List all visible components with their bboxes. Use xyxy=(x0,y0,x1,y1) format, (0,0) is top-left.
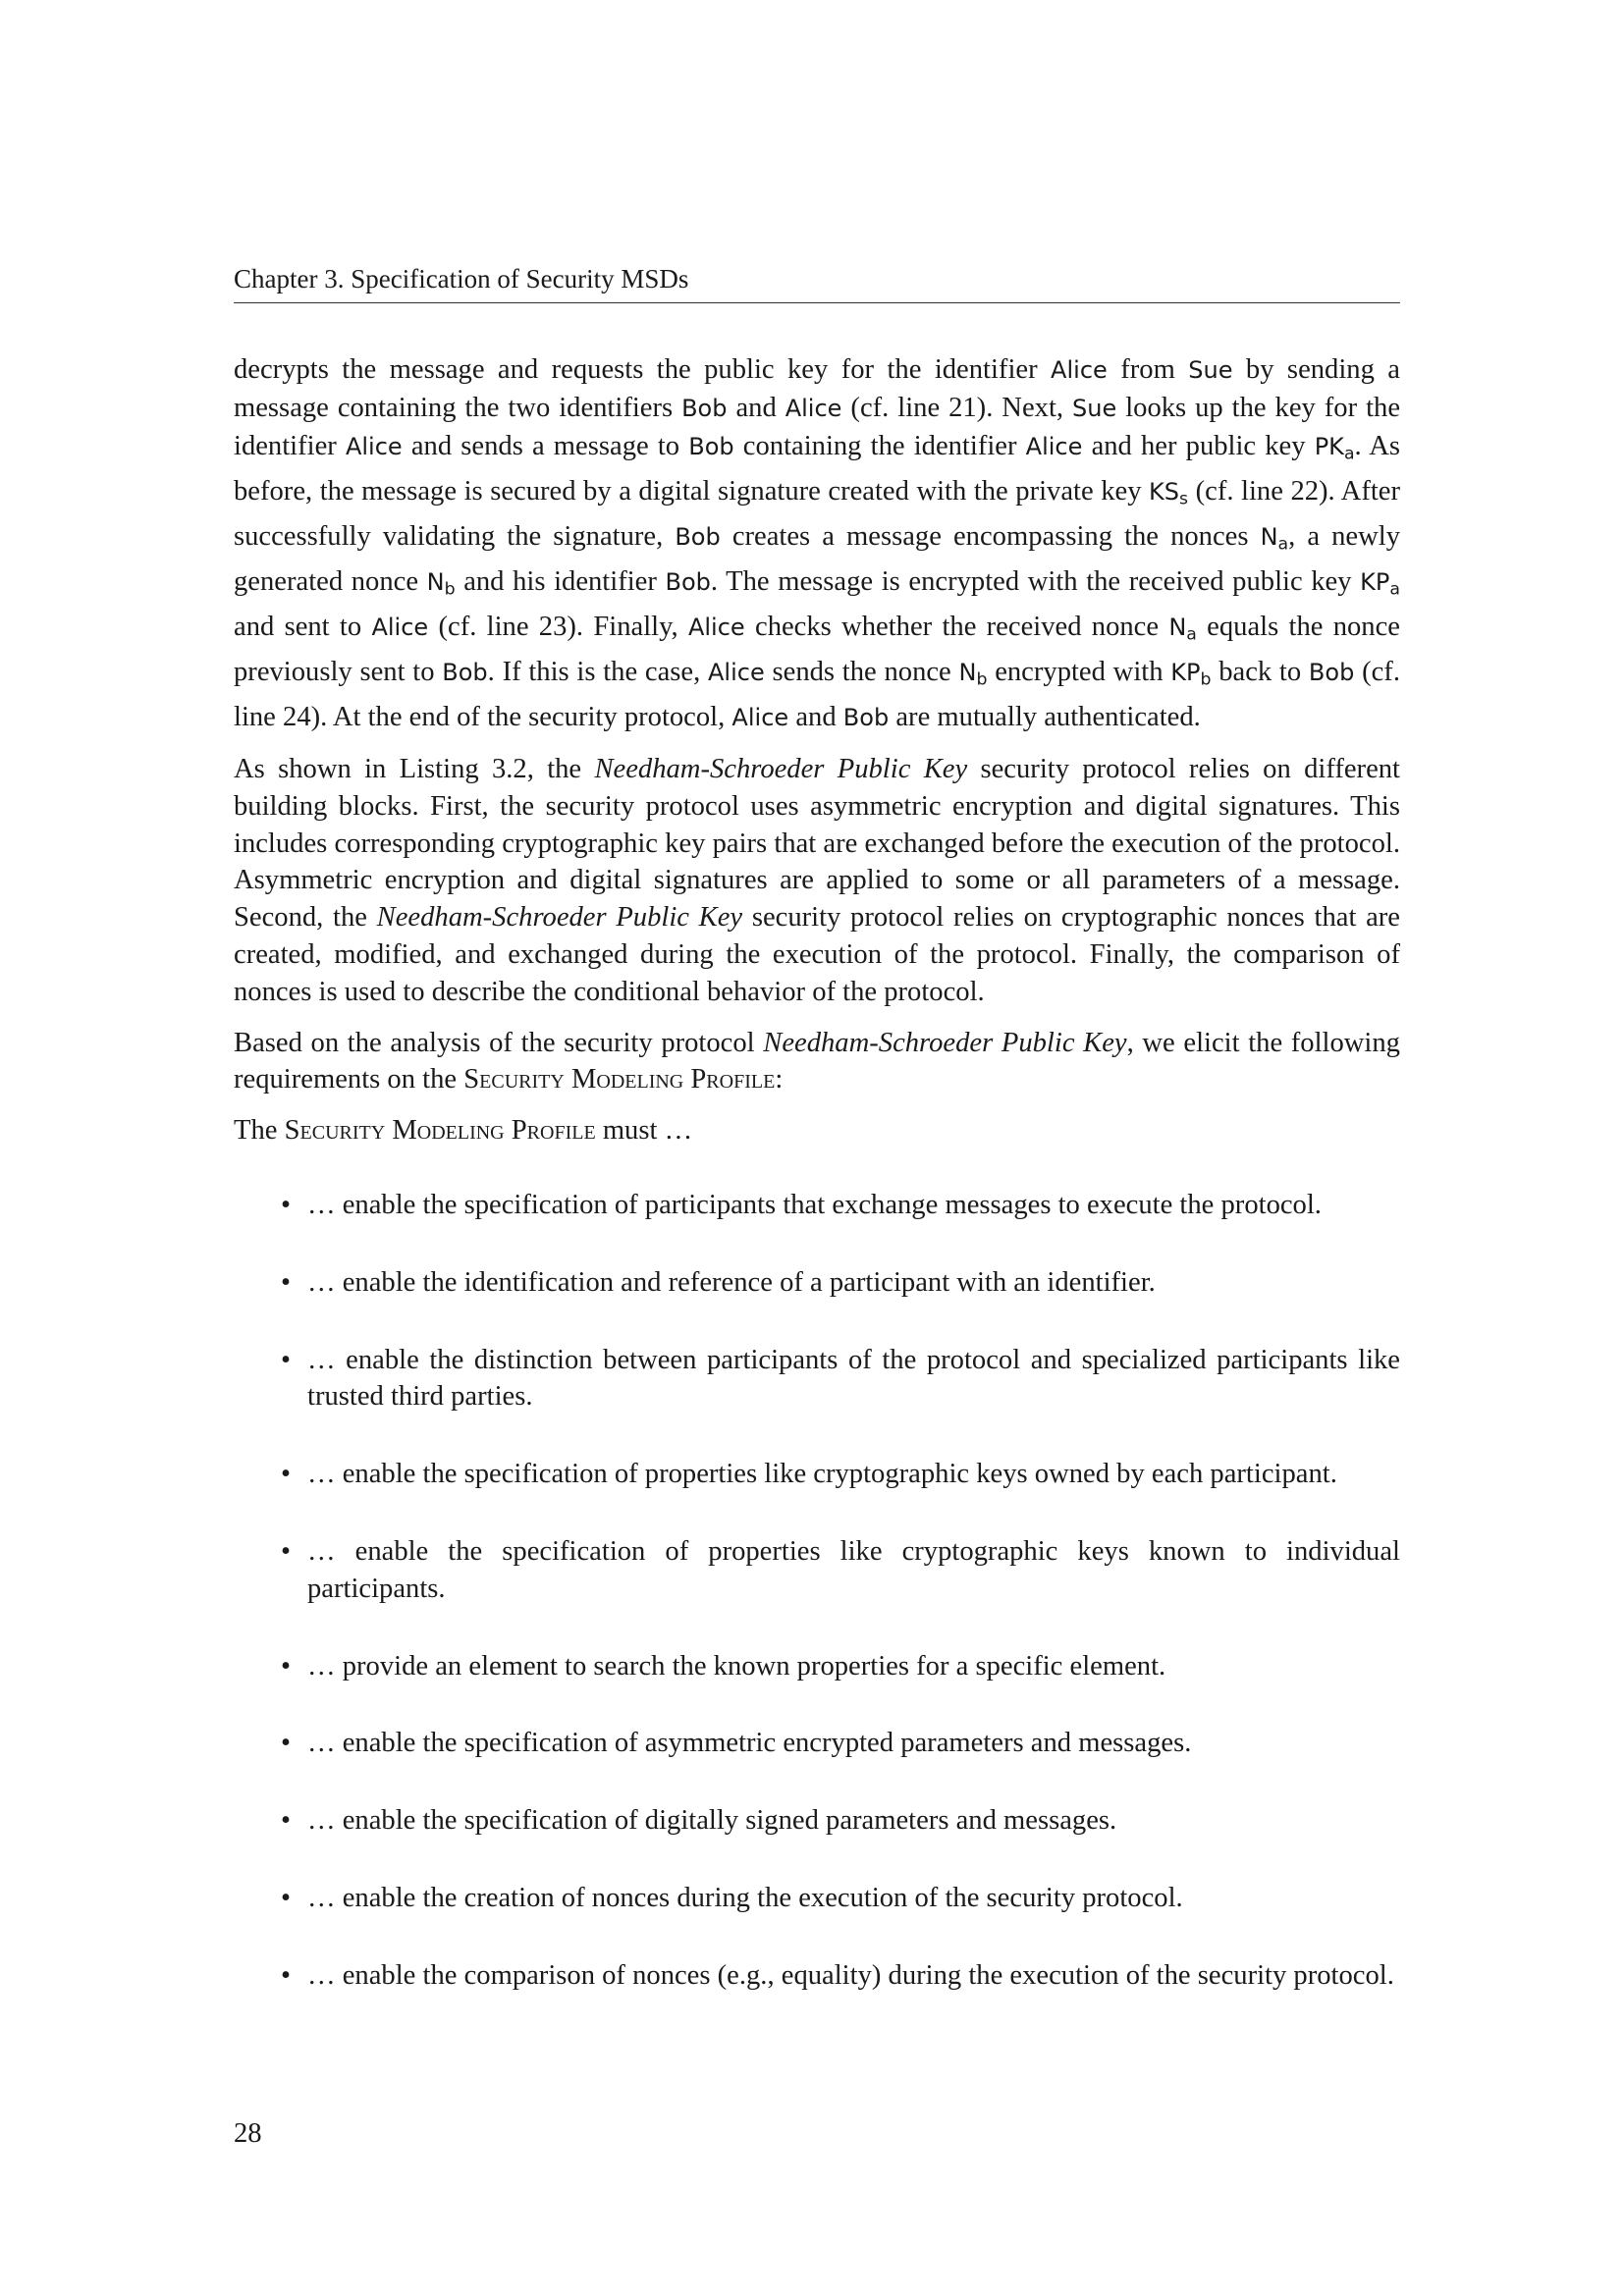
identifier-bob: Bob xyxy=(1308,659,1355,687)
bullet-icon: • xyxy=(281,1882,292,1913)
bullet-icon: • xyxy=(281,1266,292,1298)
identifier-alice: Alice xyxy=(1051,356,1108,384)
paragraph-analysis: Based on the analysis of the security protocol Needham-Schroeder Public Key, we elicit the following requirements on the Security Modeling Profile: xyxy=(234,1027,1400,1095)
identifier-sue: Sue xyxy=(1072,394,1117,422)
profile-name: Security Modeling Profile xyxy=(463,1064,776,1095)
identifier-alice: Alice xyxy=(1025,432,1083,460)
list-item: • … provide an element to search the known properties for a specific element. xyxy=(234,1648,1400,1685)
bullet-icon: • xyxy=(281,1459,292,1490)
bullet-icon: • xyxy=(281,1959,292,1991)
identifier-alice: Alice xyxy=(708,659,765,687)
list-item: • … enable the identification and reference of a participant with an identifier. xyxy=(234,1264,1400,1302)
identifier-bob: Bob xyxy=(665,567,711,596)
key-ks-s: $KS_s$ xyxy=(1149,477,1189,509)
identifier-sue: Sue xyxy=(1188,356,1233,384)
paragraph-requirements-lead-in: The Security Modeling Profile must … xyxy=(234,1115,693,1147)
paragraph-protocol-description: decrypts the message and requests the public key for the identifier Alice from Sue by sending a message containing the two identifiers Bob and Alice (cf. line 21). Next, Sue looks up the key for the identifier Alice and sends a message to Bob containing the identifier Alice and her public key $PK_a$. As before, the message is secured by a digital signature created with the private key $KS_s$ (cf. line 22). After successfully validating the signature, Bob creates a message encompassing the nonces $N_a$, a newly generated nonce $N_b$ and his identifier Bob. The message is encrypted with the received public key $KP_a$ and sent to Alice (cf. line 23). Finally, Alice checks whether the received nonce $N_a$ equals the nonce previously sent to Bob. If this is the case, Alice sends the nonce $N_b$ encrypted with $KP_b$ back to Bob (cf. line 24). At the end of the security protocol, Alice and Bob are mutually authenticated. xyxy=(234,354,1401,733)
identifier-alice: Alice xyxy=(345,432,403,460)
bullet-icon: • xyxy=(281,1805,292,1837)
protocol-name: Needham-Schroeder Public Key xyxy=(376,902,743,934)
paragraph-building-blocks: As shown in Listing 3.2, the Needham-Schroeder Public Key security protocol relies on different building blocks. First, the security protocol uses asymmetric encryption and digital signatures. This includes corresponding cryptographic key pairs that are exchanged before the execution of the protocol. Asymmetric encryption and digital signatures are applied to some or all parameters of a message. Second, the Needham-Schroeder Public Key security protocol relies on cryptographic nonces that are created, modified, and exchanged during the execution of the protocol. Finally, the comparison of nonces is used to describe the conditional behavior of the protocol. xyxy=(234,754,1400,1007)
bullet-icon: • xyxy=(281,1190,292,1221)
identifier-bob: Bob xyxy=(842,704,890,732)
bullet-icon: • xyxy=(281,1728,292,1759)
list-item: • … enable the specification of participants that exchange messages to execute the protocol. xyxy=(234,1187,1400,1224)
identifier-alice: Alice xyxy=(785,394,842,422)
bullet-icon: • xyxy=(281,1650,292,1682)
key-kp-a: $KP_a$ xyxy=(1360,567,1400,600)
nonce-n-b: $N_b$ xyxy=(426,567,456,600)
profile-name: Security Modeling Profile xyxy=(284,1115,596,1147)
list-item: • … enable the specification of properties like cryptographic keys owned by each participant. xyxy=(234,1456,1400,1493)
body-text xyxy=(234,351,1400,2035)
identifier-alice: Alice xyxy=(371,614,429,642)
list-item: • … enable the specification of properties like cryptographic keys known to individual participants. xyxy=(234,1533,1400,1608)
bullet-icon: • xyxy=(281,1536,292,1567)
list-item: • … enable the specification of digitally signed parameters and messages. xyxy=(234,1802,1400,1840)
identifier-alice: Alice xyxy=(731,704,789,732)
running-header: Chapter 3. Specification of Security MSDs xyxy=(234,263,1400,303)
identifier-alice: Alice xyxy=(687,614,745,642)
nonce-n-a: $N_a$ xyxy=(1168,614,1197,645)
nonce-n-a: $N_a$ xyxy=(1260,522,1289,555)
protocol-name: Needham-Schroeder Public Key xyxy=(763,1027,1127,1058)
key-pk-a: $PK_a$ xyxy=(1314,432,1355,463)
identifier-bob: Bob xyxy=(442,659,488,687)
list-item: • … enable the specification of asymmetric encrypted parameters and messages. xyxy=(234,1725,1400,1762)
key-kp-b: $KP_b$ xyxy=(1170,659,1212,690)
nonce-n-b: $N_b$ xyxy=(958,659,988,690)
identifier-bob: Bob xyxy=(681,394,728,422)
protocol-name: Needham-Schroeder Public Key xyxy=(594,754,968,785)
list-item: • … enable the comparison of nonces (e.g., equality) during the execution of the security protocol. xyxy=(234,1957,1400,1995)
identifier-bob: Bob xyxy=(675,522,721,551)
bullet-icon: • xyxy=(281,1344,292,1375)
identifier-bob: Bob xyxy=(688,432,734,460)
list-item: • … enable the creation of nonces during the execution of the security protocol. xyxy=(234,1880,1400,1917)
requirements-list xyxy=(234,1187,1400,1995)
list-item: • … enable the distinction between participants of the protocol and specialized participants like trusted third parties. xyxy=(234,1342,1400,1416)
page-number: 28 xyxy=(234,2118,262,2149)
